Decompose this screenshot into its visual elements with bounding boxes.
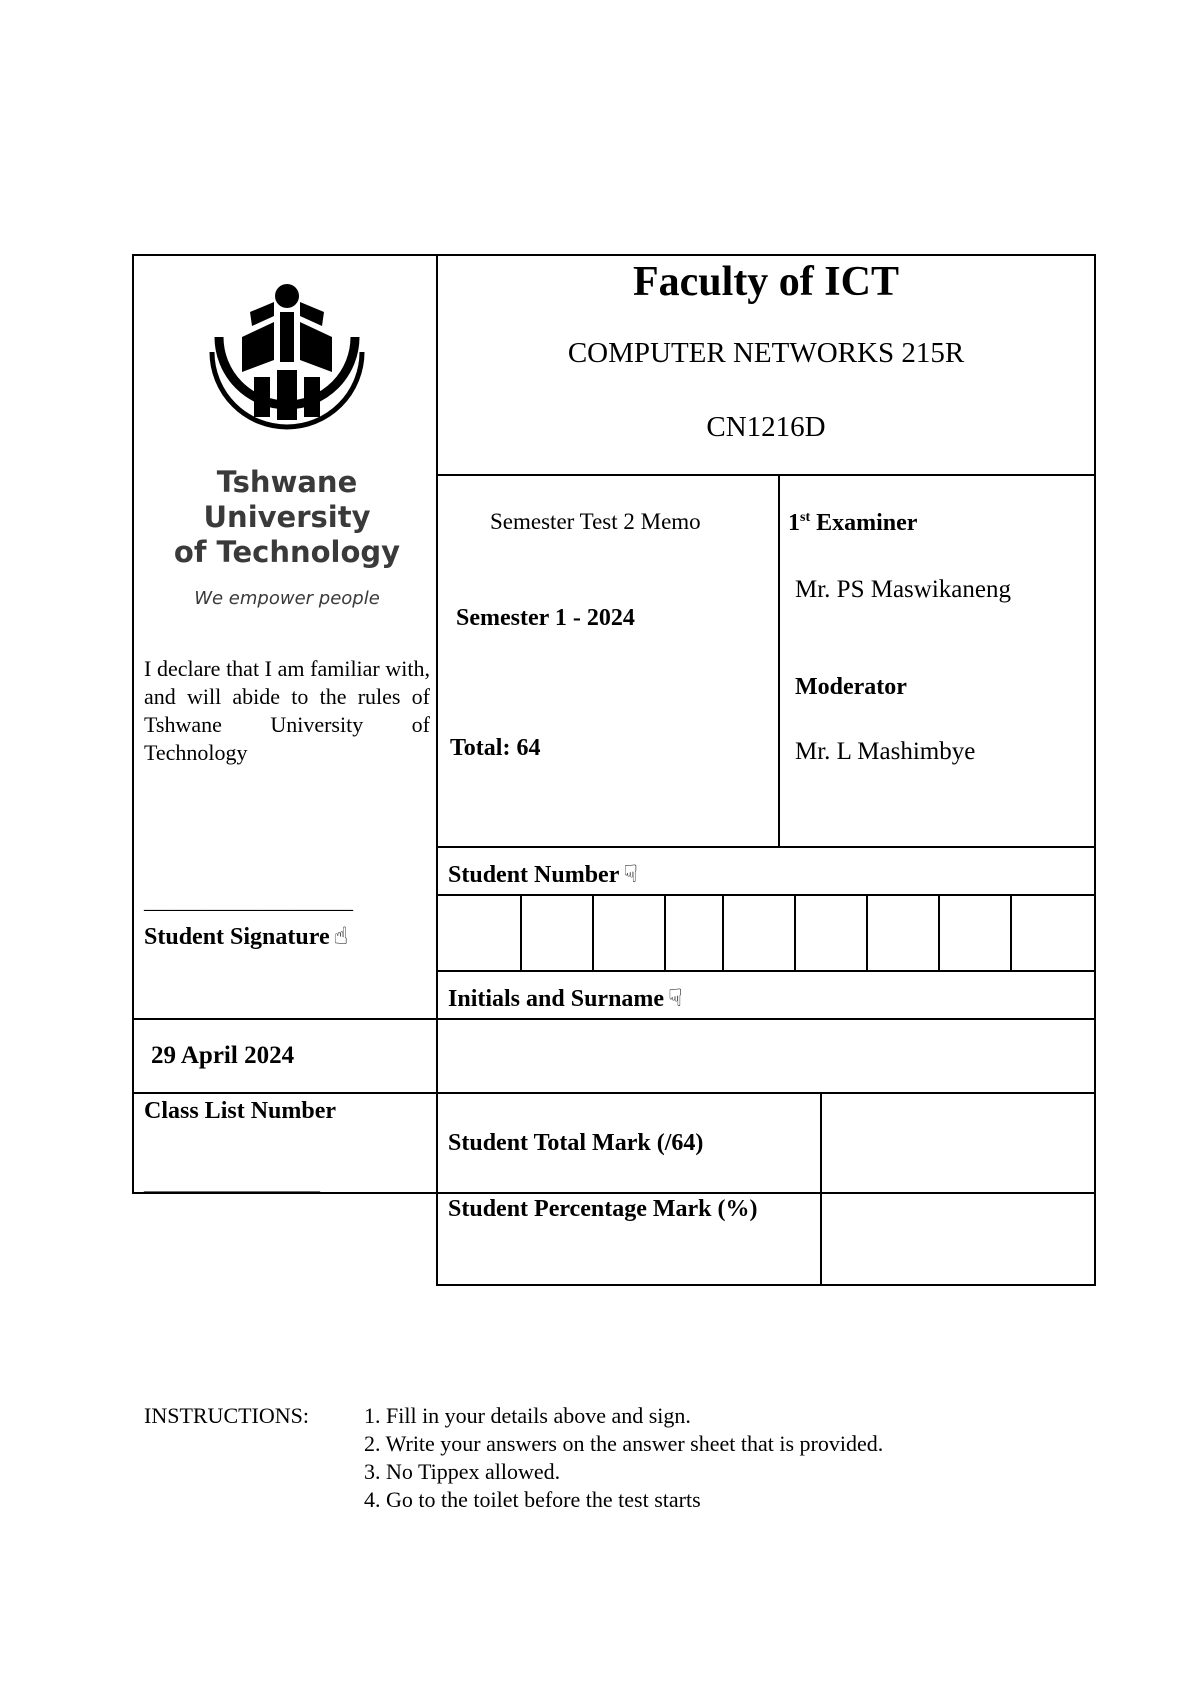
faculty-title: Faculty of ICT xyxy=(633,259,899,305)
university-logo xyxy=(142,282,432,609)
semester-label: Semester 1 - 2024 xyxy=(456,605,635,631)
student-number-cells xyxy=(436,896,1096,972)
instructions-heading: INSTRUCTIONS: xyxy=(144,1403,310,1428)
student-number-cell[interactable] xyxy=(866,896,938,972)
university-name-line2: of Technology xyxy=(173,535,401,569)
student-number-text: Student Number xyxy=(448,862,620,888)
student-number-cell[interactable] xyxy=(794,896,866,972)
tut-emblem-icon xyxy=(142,282,432,442)
first-examiner-number: 1 xyxy=(788,510,800,536)
moderator-name: Mr. L Mashimbye xyxy=(795,738,976,765)
total-mark-label: Student Total Mark (/64) xyxy=(448,1130,704,1156)
left-border-class-list xyxy=(132,1018,134,1194)
instruction-item: 1. Fill in your details above and sign. xyxy=(364,1403,691,1428)
divider-test-examiner xyxy=(778,474,780,848)
divider-header xyxy=(436,474,1096,476)
course-code: CN1216D xyxy=(706,411,826,443)
declaration-text: I declare that I am familiar with, and will abide to the rules of Tshwane University of Technology xyxy=(144,656,430,765)
right-border-lower xyxy=(1094,1018,1096,1286)
instructions-list xyxy=(364,1402,883,1514)
pointing-down-icon: ☟ xyxy=(623,860,638,888)
column-divider xyxy=(436,254,438,1284)
pointing-up-icon: ☝ xyxy=(333,922,349,950)
divider-student-number xyxy=(436,846,1096,848)
first-examiner-word: Examiner xyxy=(816,510,918,536)
student-signature-text: Student Signature xyxy=(144,924,330,950)
initials-surname-text: Initials and Surname xyxy=(448,986,665,1012)
initials-surname-label xyxy=(448,984,683,1013)
initials-surname-field[interactable] xyxy=(438,1020,1094,1092)
percentage-mark-field[interactable] xyxy=(822,1194,1094,1284)
student-number-cell[interactable] xyxy=(1010,896,1096,972)
percentage-mark-label: Student Percentage Mark (%) xyxy=(448,1196,758,1222)
moderator-label: Moderator xyxy=(795,674,907,700)
student-number-label xyxy=(448,860,638,889)
student-number-cell[interactable] xyxy=(520,896,592,972)
first-examiner-name: Mr. PS Maswikaneng xyxy=(795,576,1011,603)
course-name: COMPUTER NETWORKS 215R xyxy=(567,337,965,369)
student-number-cell[interactable] xyxy=(722,896,794,972)
instruction-item: 4. Go to the toilet before the test starts xyxy=(364,1487,701,1512)
student-number-cell[interactable] xyxy=(664,896,722,972)
first-examiner-superscript: st xyxy=(800,510,811,525)
student-number-cell[interactable] xyxy=(592,896,664,972)
pointing-down-icon: ☟ xyxy=(668,984,683,1012)
university-name-line1: Tshwane University xyxy=(203,465,371,534)
test-date: 29 April 2024 xyxy=(151,1042,295,1069)
student-signature-label xyxy=(144,922,348,951)
test-title: Semester Test 2 Memo xyxy=(490,509,701,534)
total-mark-field[interactable] xyxy=(822,1094,1094,1192)
instruction-item: 2. Write your answers on the answer sheet that is provided. xyxy=(364,1431,884,1456)
class-list-line: ________________ xyxy=(144,1170,320,1195)
total-label: Total: 64 xyxy=(450,735,541,761)
divider-bottom xyxy=(436,1284,1096,1286)
instruction-item: 3. No Tippex allowed. xyxy=(364,1459,561,1484)
class-list-label: Class List Number xyxy=(144,1098,337,1124)
university-tagline: We empower people xyxy=(194,588,380,609)
signature-line: ___________________ xyxy=(144,888,353,913)
first-examiner-label xyxy=(788,510,917,537)
student-number-cell[interactable] xyxy=(938,896,1010,972)
